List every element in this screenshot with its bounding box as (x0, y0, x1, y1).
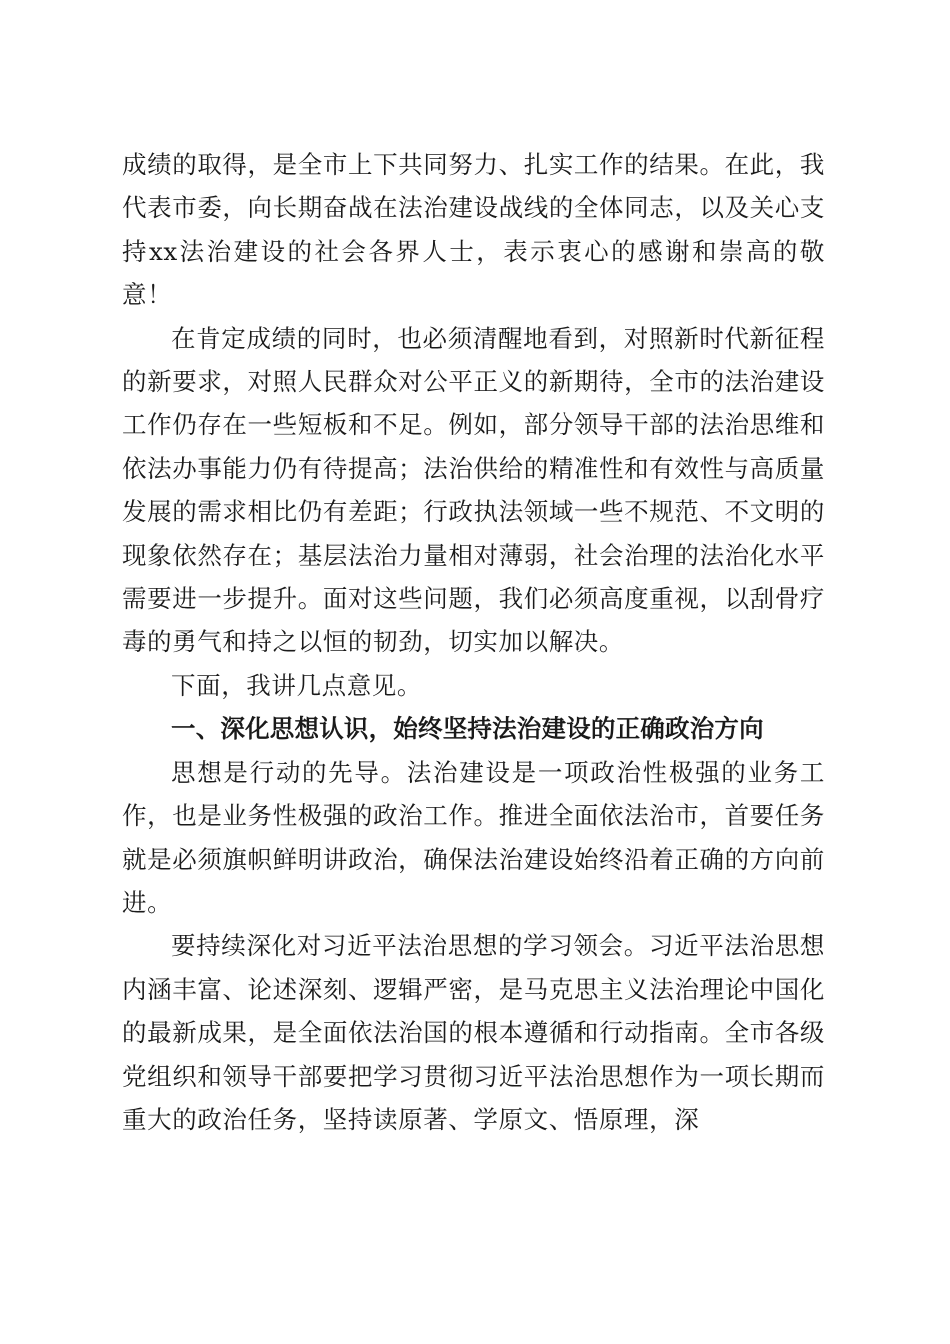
section-heading-1: 一、深化思想认识，始终坚持法治建设的正确政治方向 (171, 714, 764, 744)
paragraph-thought-guide: 思想是行动的先导。法治建设是一项政治性极强的业务工作，也是业务性极强的政治工作。推进全面依法治市，首要任务就是必须旗帜鲜明讲政治，确保法治建设始终沿着正确的方向前进。 (122, 757, 825, 917)
paragraph-continuation: 成绩的取得，是全市上下共同努力、扎实工作的结果。在此，我代表市委，向长期奋战在法治建设战线的全体同志，以及关心支持xx法治建设的社会各界人士，表示衷心的感谢和崇高的敬意！ (122, 150, 825, 310)
document-body (122, 143, 825, 1141)
paragraph-transition: 下面，我讲几点意见。 (171, 670, 422, 700)
paragraph-study-thought: 要持续深化对习近平法治思想的学习领会。习近平法治思想内涵丰富、论述深刻、逻辑严密，是马克思主义法治理论中国化的最新成果，是全面依法治国的根本遵循和行动指南。全市各级党组织和领导干部要把学习贯彻习近平法治思想作为一项长期而重大的政治任务，坚持读原著、学原文、悟原理，深 (122, 931, 825, 1134)
paragraph-shortcomings: 在肯定成绩的同时，也必须清醒地看到，对照新时代新征程的新要求，对照人民群众对公平正义的新期待，全市的法治建设工作仍存在一些短板和不足。例如，部分领导干部的法治思维和依法办事能力仍有待提高；法治供给的精准性和有效性与高质量发展的需求相比仍有差距；行政执法领域一些不规范、不文明的现象依然存在；基层法治力量相对薄弱，社会治理的法治化水平需要进一步提升。面对这些问题，我们必须高度重视，以刮骨疗毒的勇气和持之以恒的韧劲，切实加以解决。 (122, 323, 825, 657)
